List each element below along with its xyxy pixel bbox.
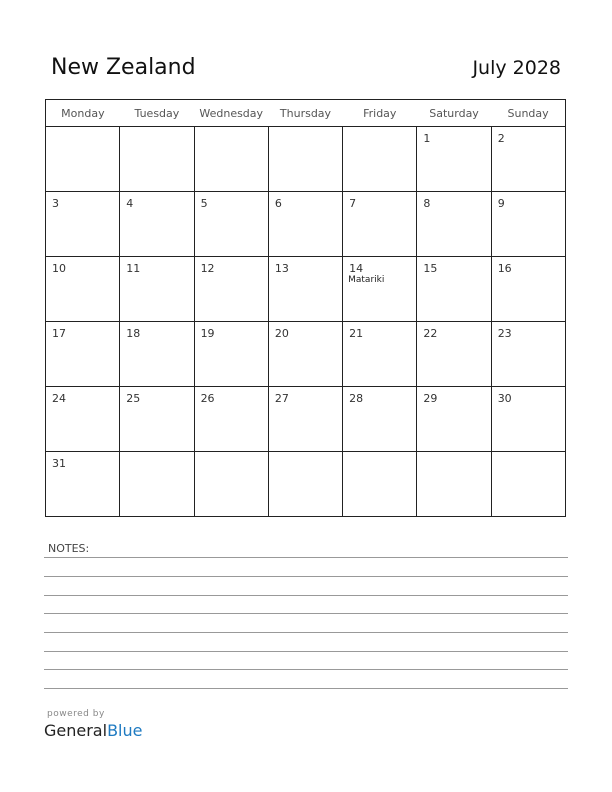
day-cell [491, 257, 565, 322]
day-cell [120, 322, 194, 387]
day-number: 22 [423, 327, 438, 340]
calendar-grid [45, 99, 566, 517]
day-cell [417, 452, 491, 517]
day-cell [491, 322, 565, 387]
day-cell [194, 387, 268, 452]
day-cell [194, 452, 268, 517]
day-cell [343, 387, 417, 452]
day-number: 3 [52, 197, 59, 210]
day-number: 24 [52, 392, 66, 405]
day-number: 18 [126, 327, 141, 340]
day-cell [268, 452, 342, 517]
day-cell [46, 387, 120, 452]
day-number: 19 [200, 327, 215, 340]
day-cell [46, 452, 120, 517]
day-cell [491, 192, 565, 257]
day-number: 6 [274, 197, 282, 210]
notes-label: NOTES: [48, 542, 90, 555]
country-title: New Zealand [51, 55, 196, 80]
day-cell [120, 127, 194, 192]
day-number: 17 [52, 327, 66, 340]
day-cell [491, 452, 565, 517]
day-cell [268, 322, 342, 387]
note-line [44, 613, 568, 614]
day-number: 26 [200, 392, 215, 405]
note-line [44, 669, 568, 670]
day-cell [268, 257, 342, 322]
day-cell [194, 127, 268, 192]
day-cell [417, 387, 491, 452]
day-cell [343, 322, 417, 387]
day-number: 13 [274, 262, 289, 275]
holiday-label: Matariki [348, 275, 385, 285]
day-cell [120, 387, 194, 452]
day-number: 30 [497, 392, 512, 405]
note-line [44, 688, 568, 689]
brand-blue: Blue [107, 721, 143, 740]
note-line [44, 632, 568, 633]
note-line [44, 576, 568, 577]
week-row [46, 452, 566, 517]
day-cell [194, 257, 268, 322]
day-number: 28 [349, 392, 364, 405]
day-number: 11 [126, 262, 141, 275]
day-number: 31 [52, 457, 66, 470]
day-number: 5 [200, 197, 208, 210]
week-row [46, 322, 566, 387]
day-cell [120, 452, 194, 517]
day-number: 29 [423, 392, 438, 405]
week-row [46, 257, 566, 322]
weekday-header: Saturday [417, 100, 491, 127]
note-line [44, 651, 568, 652]
weekday-header: Sunday [491, 100, 565, 127]
day-cell [194, 322, 268, 387]
day-cell [417, 192, 491, 257]
day-cell [46, 257, 120, 322]
day-cell [417, 257, 491, 322]
day-number: 1 [423, 132, 431, 145]
day-number: 23 [497, 327, 512, 340]
note-line [44, 557, 568, 558]
day-number: 21 [349, 327, 364, 340]
day-number: 10 [52, 262, 66, 275]
week-row [46, 127, 566, 192]
day-cell [194, 192, 268, 257]
day-cell [46, 322, 120, 387]
day-cell [268, 192, 342, 257]
day-cell [343, 127, 417, 192]
weekday-header: Tuesday [120, 100, 194, 127]
day-cell [343, 192, 417, 257]
day-cell [120, 257, 194, 322]
week-row [46, 192, 566, 257]
day-cell [491, 387, 565, 452]
generalblue-logo[interactable] [44, 721, 142, 740]
day-number: 14 [349, 262, 364, 275]
day-number: 2 [497, 132, 505, 145]
day-cell [46, 127, 120, 192]
weekday-header: Wednesday [194, 100, 268, 127]
month-year-title: July 2028 [472, 57, 561, 79]
weekday-header-row [46, 100, 566, 127]
day-number: 15 [423, 262, 438, 275]
week-row [46, 387, 566, 452]
day-number: 4 [126, 197, 134, 210]
day-number: 27 [274, 392, 289, 405]
day-number: 7 [349, 197, 357, 210]
weekday-header: Friday [343, 100, 417, 127]
day-number: 12 [200, 262, 215, 275]
day-number: 8 [423, 197, 431, 210]
day-cell [268, 387, 342, 452]
weekday-header: Monday [46, 100, 120, 127]
day-cell [46, 192, 120, 257]
day-number: 16 [497, 262, 512, 275]
day-cell [343, 452, 417, 517]
weekday-header: Thursday [268, 100, 342, 127]
day-cell [268, 127, 342, 192]
day-cell [417, 127, 491, 192]
day-number: 9 [497, 197, 505, 210]
powered-by-text: powered by [47, 709, 105, 719]
note-line [44, 595, 568, 596]
day-cell [491, 127, 565, 192]
day-cell [417, 322, 491, 387]
day-cell [343, 257, 417, 322]
day-number: 25 [126, 392, 141, 405]
day-number: 20 [274, 327, 289, 340]
day-cell [120, 192, 194, 257]
brand-general: General [44, 721, 108, 740]
